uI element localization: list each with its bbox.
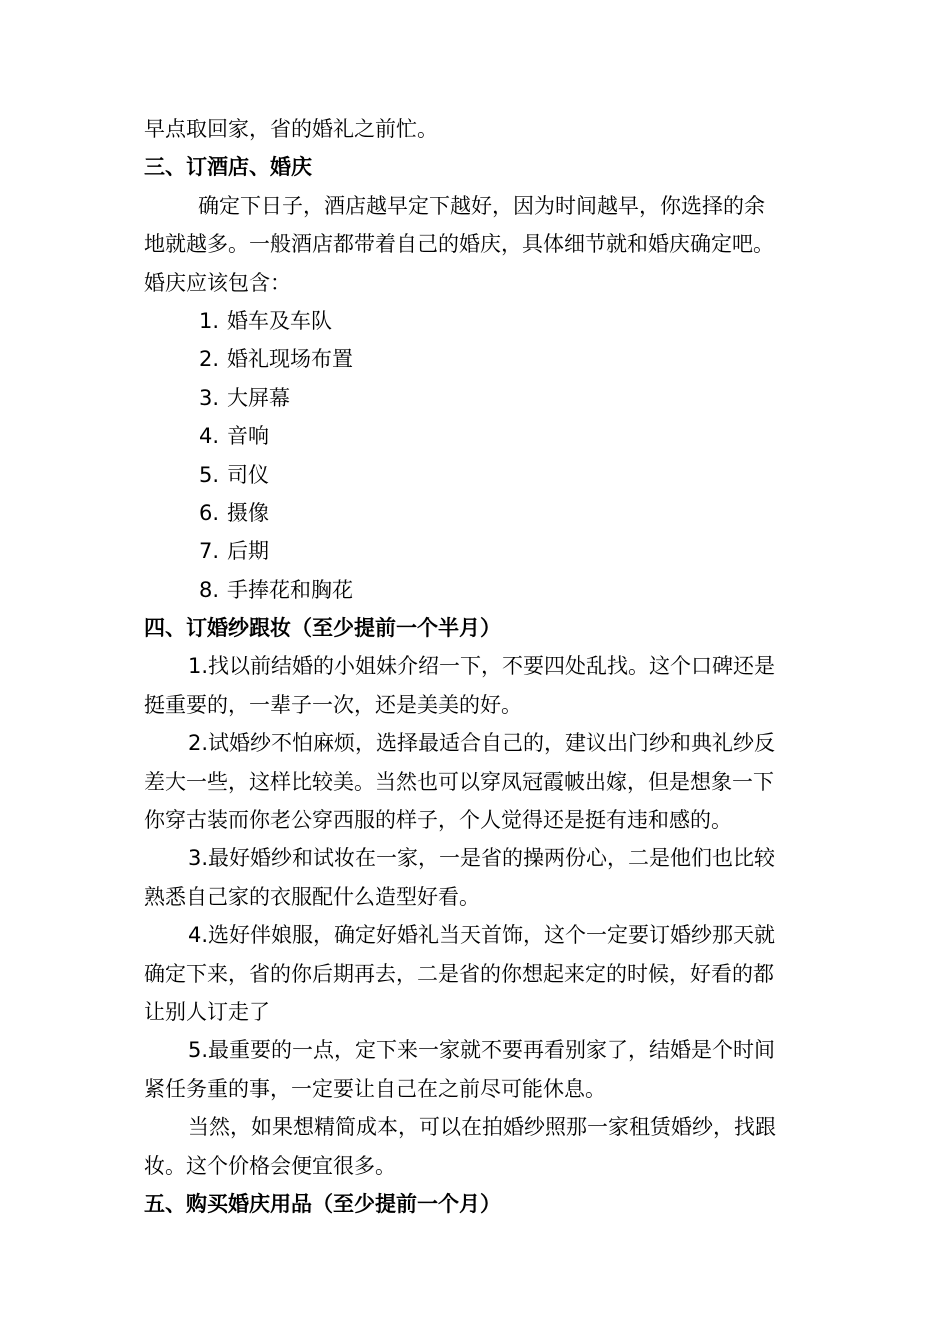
paragraph-line: 早点取回家，省的婚礼之前忙。 — [144, 117, 438, 141]
paragraph-line: 你穿古装而你老公穿西服的样子，个人觉得还是挺有违和感的。 — [144, 808, 732, 833]
paragraph-line: 当然，如果想精简成本，可以在拍婚纱照那一家租赁婚纱，找跟 — [188, 1115, 776, 1140]
document-body — [144, 110, 808, 1223]
list-number: 6. — [199, 500, 220, 525]
list-item — [144, 340, 808, 378]
list-item — [144, 456, 808, 494]
list-text: 音响 — [227, 424, 269, 449]
section-heading-3: 三、订酒店、婚庆 — [144, 155, 312, 180]
list-number: 8. — [199, 577, 220, 602]
section-heading-5: 五、购买婚庆用品（至少提前一个月） — [144, 1191, 501, 1216]
paragraph-line: 确定下日子，酒店越早定下越好，因为时间越早，你选择的余 — [198, 193, 765, 218]
list-item — [144, 494, 808, 532]
paragraph-line: 4.选好伴娘服，确定好婚礼当天首饰，这个一定要订婚纱那天就 — [188, 923, 776, 948]
paragraph-line: 婚庆应该包含： — [144, 270, 291, 295]
list-item — [144, 571, 808, 609]
paragraph-line: 挺重要的，一辈子一次，还是美美的好。 — [144, 692, 522, 717]
paragraph-line: 3.最好婚纱和试妆在一家，一是省的操两份心，二是他们也比较 — [188, 846, 776, 871]
list-number: 2. — [199, 347, 220, 372]
list-item — [144, 379, 808, 417]
list-item — [144, 532, 808, 570]
paragraph-line: 差大一些，这样比较美。当然也可以穿凤冠霞帔出嫁，但是想象一下 — [144, 769, 774, 794]
list-number: 3. — [199, 385, 220, 410]
list-text: 司仪 — [227, 462, 269, 487]
list-text: 手捧花和胸花 — [227, 577, 353, 602]
list-number: 7. — [199, 539, 220, 564]
list-number: 1. — [199, 308, 220, 333]
paragraph-line: 确定下来，省的你后期再去，二是省的你想起来定的时候，好看的都 — [144, 961, 774, 986]
paragraph-line: 地就越多。一般酒店都带着自己的婚庆，具体细节就和婚庆确定吧。 — [144, 232, 774, 257]
list-text: 后期 — [227, 539, 269, 564]
paragraph-line: 紧任务重的事，一定要让自己在之前尽可能休息。 — [144, 1076, 606, 1101]
list-text: 婚车及车队 — [227, 308, 332, 333]
paragraph-line: 熟悉自己家的衣服配什么造型好看。 — [144, 884, 480, 909]
section-heading-4: 四、订婚纱跟妆（至少提前一个半月） — [144, 616, 501, 641]
paragraph-line: 妆。这个价格会便宜很多。 — [144, 1153, 396, 1178]
paragraph-line: 2.试婚纱不怕麻烦，选择最适合自己的，建议出门纱和典礼纱反 — [188, 731, 776, 756]
list-number: 4. — [199, 424, 220, 449]
list-number: 5. — [199, 462, 220, 487]
paragraph-line: 让别人订走了 — [144, 999, 270, 1024]
list-text: 大屏幕 — [227, 385, 290, 410]
list-item — [144, 302, 808, 340]
paragraph-line: 1.找以前结婚的小姐妹介绍一下，不要四处乱找。这个口碑还是 — [188, 654, 776, 679]
list-text: 摄像 — [227, 500, 269, 525]
paragraph-line: 5.最重要的一点，定下来一家就不要再看别家了，结婚是个时间 — [188, 1038, 776, 1063]
list-item — [144, 417, 808, 455]
list-text: 婚礼现场布置 — [227, 347, 353, 372]
